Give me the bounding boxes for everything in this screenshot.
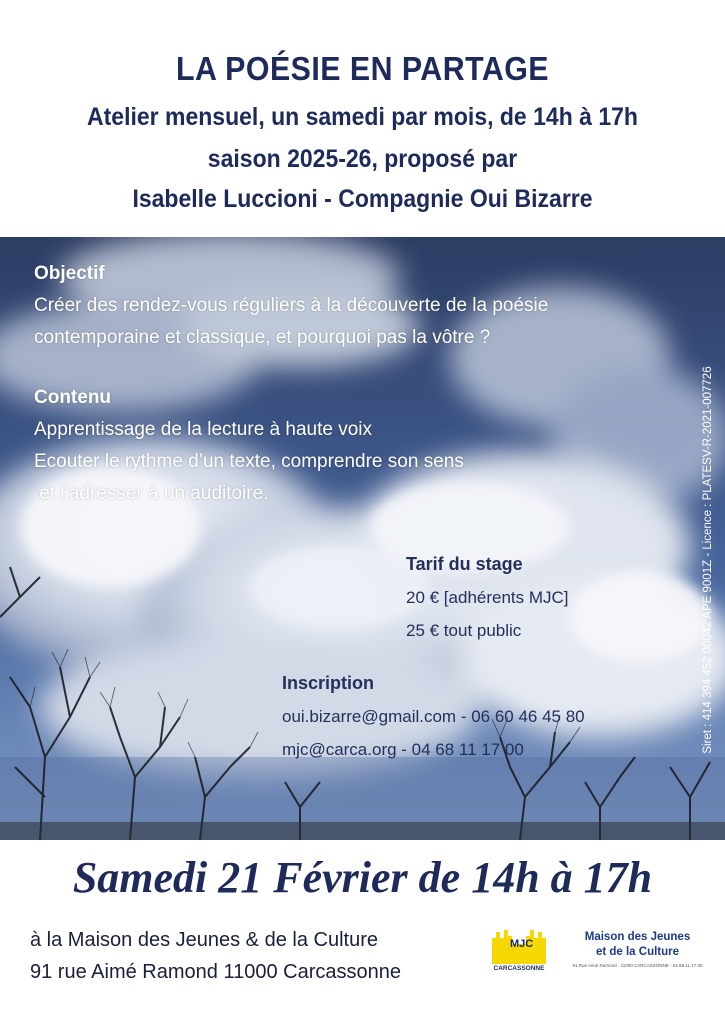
inscription-mjc-contact[interactable]: mjc@carca.org - 04 68 11 17 00 <box>282 740 524 759</box>
objectif-line-2: contemporaine et classique, et pourquoi pas la vôtre ? <box>34 327 491 348</box>
inscription-block <box>282 667 585 766</box>
mjc-logo <box>490 928 548 974</box>
objectif-label: Objectif <box>34 263 105 284</box>
mjc-full-name-1: Maison des Jeunes <box>584 931 691 943</box>
objectif-line-1: Créer des rendez-vous réguliers à la découverte de la poésie <box>34 295 549 316</box>
inscription-email-phone[interactable]: oui.bizarre@gmail.com - 06 60 46 45 80 <box>282 707 585 726</box>
contenu-line-2: Ecouter le rythme d’un texte, comprendre son sens <box>34 451 464 472</box>
contenu-line-3: et l’adresser à un auditoire. <box>34 483 269 504</box>
venue-line-1: à la Maison des Jeunes & de la Culture <box>30 929 378 951</box>
page-title: LA POÉSIE EN PARTAGE <box>175 50 550 87</box>
subtitle-season: saison 2025-26, proposé par <box>207 145 518 173</box>
venue-line-2: 91 rue Aimé Ramond 11000 Carcassonne <box>30 961 401 983</box>
contenu-label: Contenu <box>34 387 112 408</box>
contenu-line-1: Apprentissage de la lecture à haute voix <box>34 419 372 440</box>
mjc-full-address: 91 Rue Aimé Ramond - 11000 CARCASSONNE - 04.68.11.17.00 <box>572 963 703 968</box>
subtitle-organizer: Isabelle Luccioni - Compagnie Oui Bizarre <box>132 185 593 213</box>
tarif-label: Tarif du stage <box>406 554 523 574</box>
inscription-label: Inscription <box>282 673 375 693</box>
venue-address <box>30 924 401 988</box>
mjc-full-logo <box>565 930 710 968</box>
sky-photo-section <box>0 237 725 840</box>
event-date-banner: Samedi 21 Février de 14h à 17h <box>72 853 653 902</box>
header <box>0 0 725 237</box>
siret-license: Siret : 414 394 452 00042 APE 9001Z - Licence : PLATESV-R-2021-007726 <box>702 366 714 754</box>
tarif-line-2: 25 € tout public <box>406 621 522 640</box>
objectif-block <box>34 258 548 354</box>
tarif-block <box>406 548 569 647</box>
mjc-logo-word: MJC <box>510 938 534 950</box>
tarif-line-1: 20 € [adhérents MJC] <box>406 588 569 607</box>
mjc-logo-city: CARCASSONNE <box>493 965 545 972</box>
mjc-full-name-2: et de la Culture <box>595 946 680 958</box>
contenu-block <box>34 382 464 510</box>
subtitle-schedule: Atelier mensuel, un samedi par mois, de 14h à 17h <box>87 103 638 131</box>
